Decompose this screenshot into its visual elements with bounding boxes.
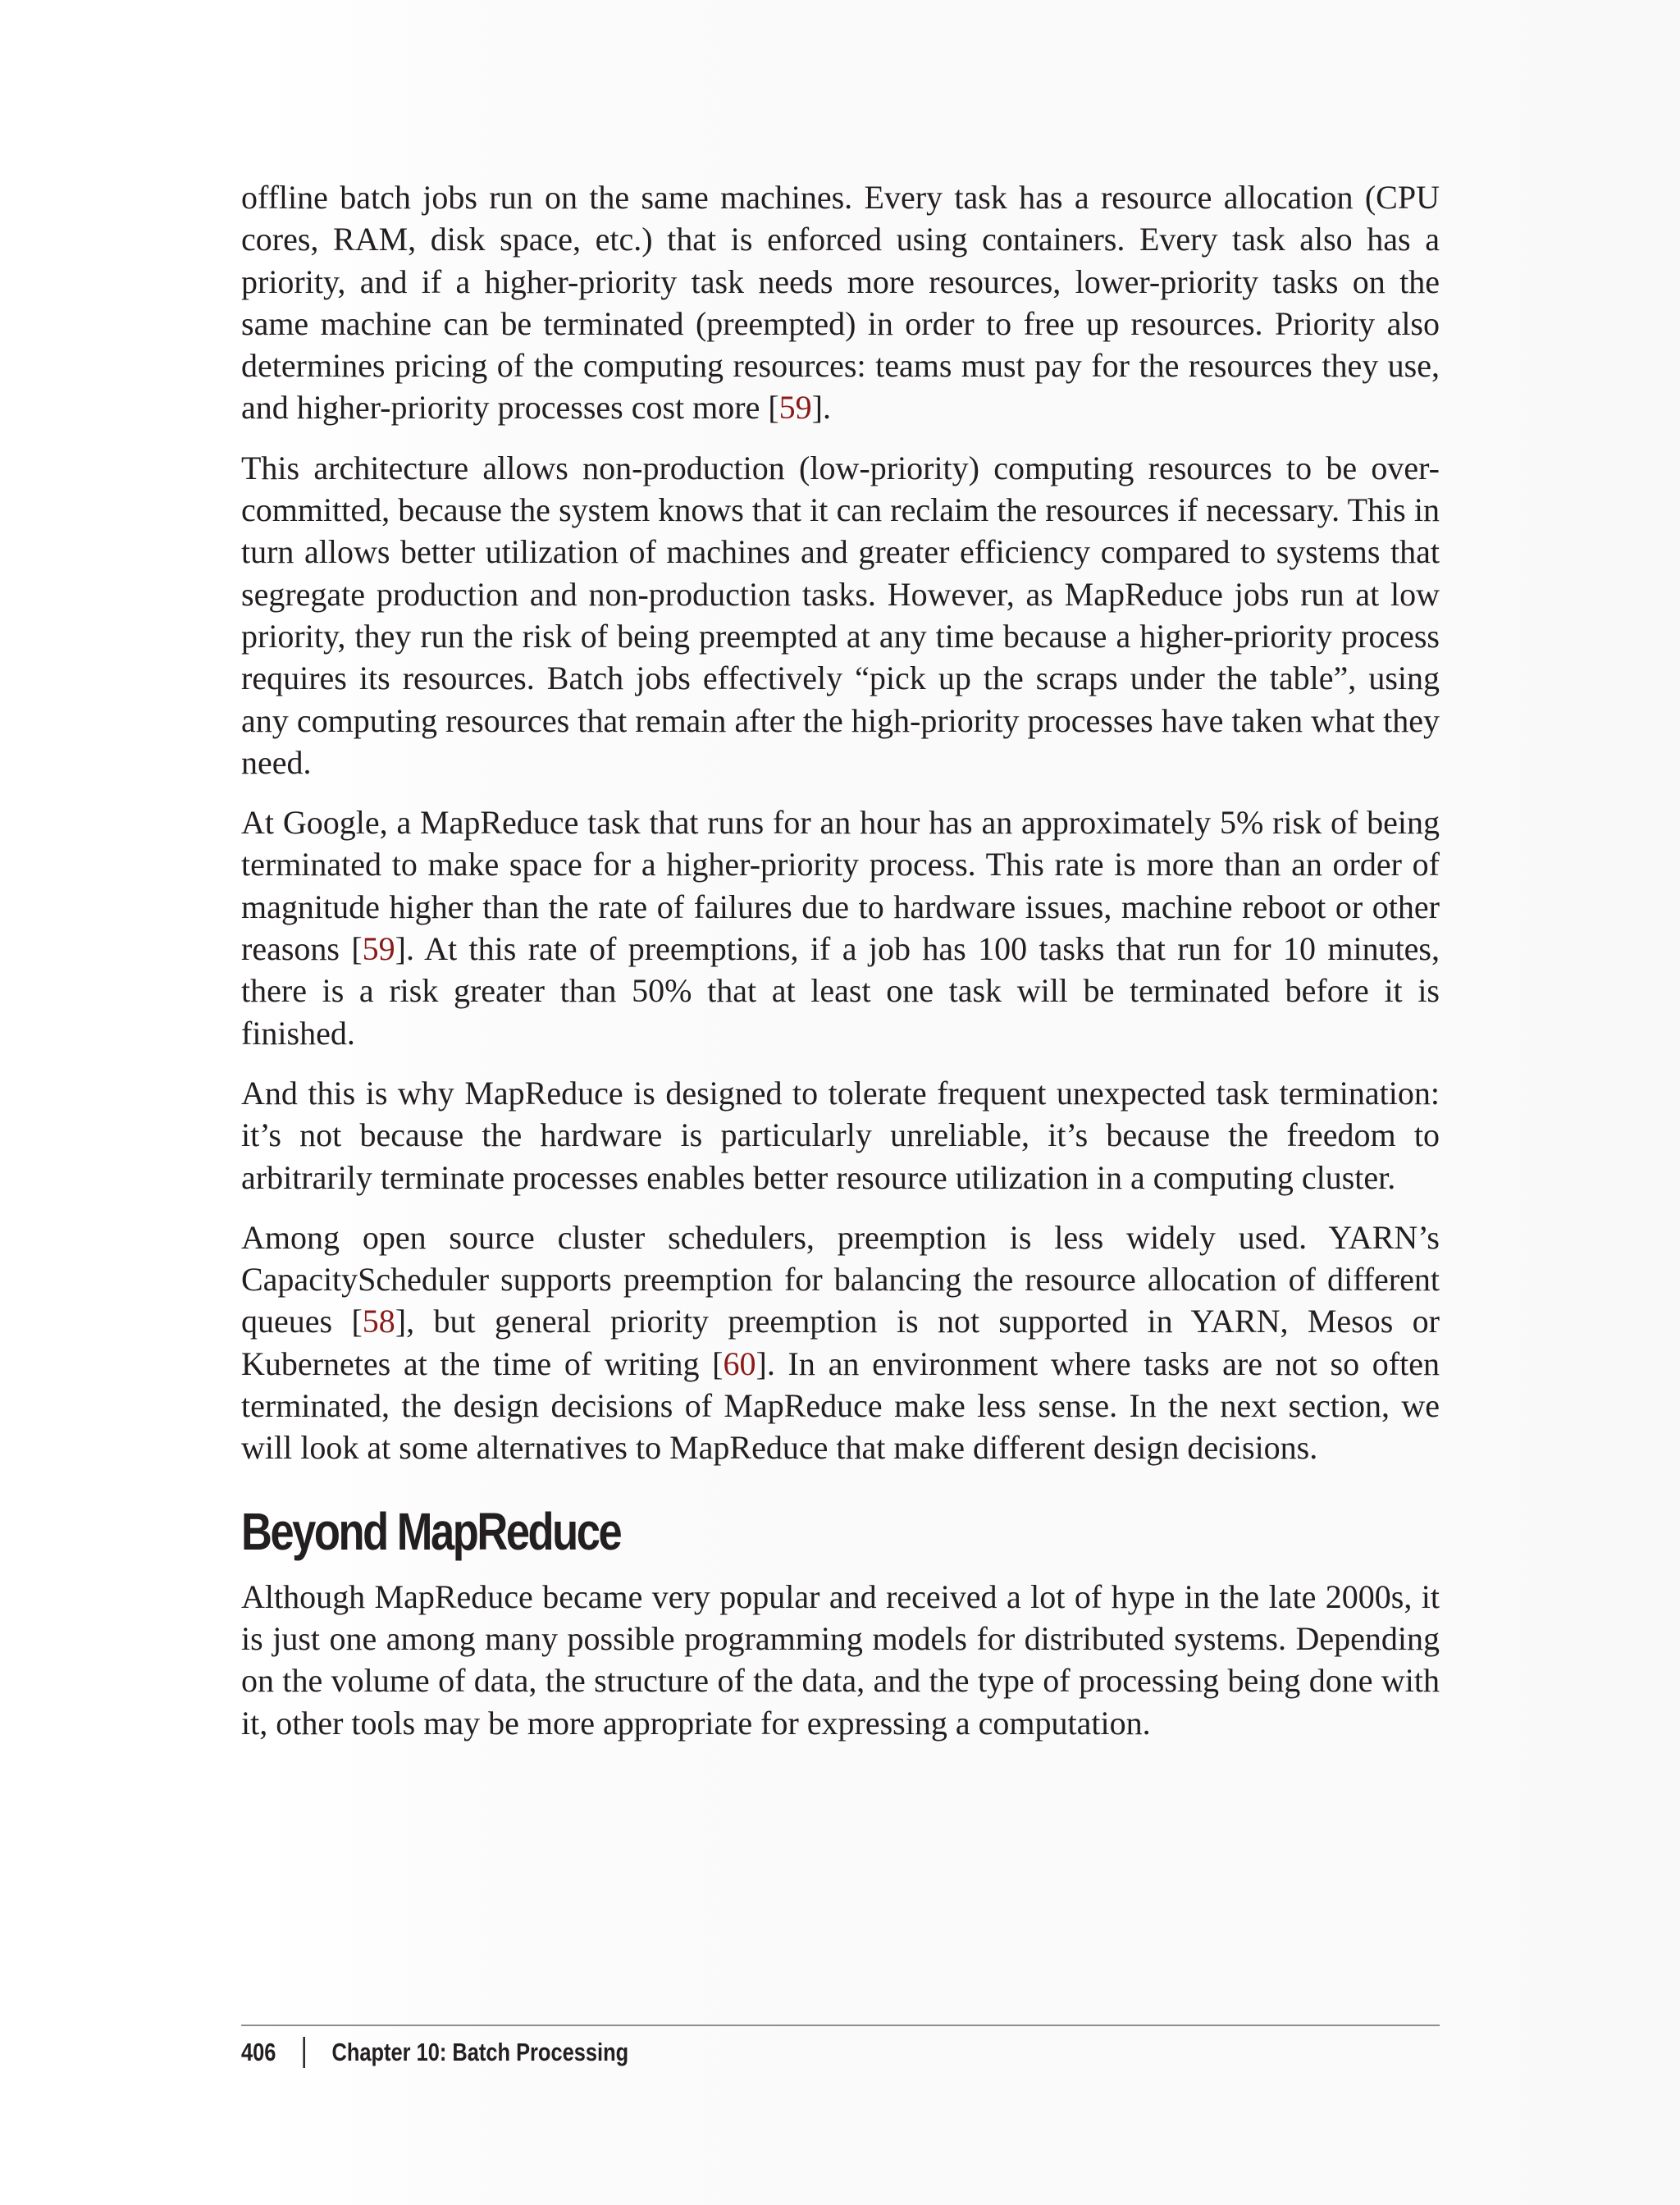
paragraph-3 bbox=[241, 801, 1440, 1054]
reference-link[interactable]: 60 bbox=[723, 1344, 756, 1382]
paragraph-3-tail: ]. At this rate of preemptions, if a job has 100 tasks that run for 10 minutes, there is a risk greater than 50% that at least one task will be terminated before it is finished. bbox=[241, 930, 1440, 1052]
chapter-title: Chapter 10: Batch Processing bbox=[331, 2038, 629, 2066]
paragraph-1-tail: ]. bbox=[811, 389, 831, 427]
footer-separator bbox=[303, 2037, 304, 2068]
page-footer bbox=[241, 2034, 628, 2070]
paragraph-5-middle: ], but general priority preemption is not supported in YARN, Mesos or Kubernetes at the time of writing [ bbox=[241, 1303, 1440, 1382]
reference-link[interactable]: 59 bbox=[778, 389, 812, 427]
paragraph-4: And this is why MapReduce is designed to tolerate frequent unexpected task termination: it’s not because the hardware is particularly unreliable, it’s because the freedom to arbitrarily terminate processes enables better resource utilization in a computing cluster. bbox=[241, 1074, 1440, 1196]
section-heading: Beyond MapReduce bbox=[241, 1501, 621, 1561]
page-number: 406 bbox=[241, 2038, 276, 2066]
paragraph-3-text: At Google, a MapReduce task that runs for an hour has an approximately 5% risk of being terminated to make space for a higher-priority process. This rate is more than an order of magnitude higher than the rate of failures due to hardware issues, machine reboot or other reasons [ bbox=[241, 804, 1440, 968]
reference-link[interactable]: 59 bbox=[362, 930, 395, 968]
paragraph-5 bbox=[241, 1217, 1440, 1469]
footer-divider bbox=[241, 2025, 1440, 2026]
paragraph-2: This architecture allows non-production (low-priority) computing resources to be over-committed, because the system knows that it can reclaim the resources if necessary. This in turn allows better utilization of machines and greater efficiency compared to systems that segregate production and non-production tasks. However, as MapReduce jobs run at low priority, they run the risk of being preempted at any time because a higher-priority process requires its resources. Batch jobs effectively “pick up the scraps under the table”, using any computing resources that remain after the high-priority processes have taken what they need. bbox=[241, 449, 1440, 781]
body-text bbox=[241, 176, 1440, 1762]
paragraph-1-text: offline batch jobs run on the same machines. Every task has a resource allocation (CPU cores, RAM, disk space, etc.) that is enforced using containers. Every task also has a priority, and if a higher-priority task needs more resources, lower-priority tasks on the same machine can be terminated (preempted) in order to free up resources. Priority also determines pricing of the computing resources: teams must pay for the resources they use, and higher-priority processes cost more [ bbox=[241, 179, 1440, 427]
paragraph-1 bbox=[241, 176, 1440, 429]
paragraph-5-tail: ]. In an environment where tasks are not so often terminated, the design decisions of MapReduce make less sense. In the next section, we will look at some alternatives to MapReduce that make different design decisions. bbox=[241, 1344, 1440, 1467]
reference-link[interactable]: 58 bbox=[362, 1303, 395, 1340]
paragraph-5-text: Among open source cluster schedulers, preemption is less widely used. YARN’s CapacityScheduler supports preemption for balancing the resource allocation of different queues [ bbox=[241, 1218, 1440, 1340]
section-paragraph: Although MapReduce became very popular and received a lot of hype in the late 2000s, it is just one among many possible programming models for distributed systems. Depending on the volume of data, the structure of the data, and the type of processing being done with it, other tools may be more appropriate for expressing a computation. bbox=[241, 1577, 1440, 1742]
